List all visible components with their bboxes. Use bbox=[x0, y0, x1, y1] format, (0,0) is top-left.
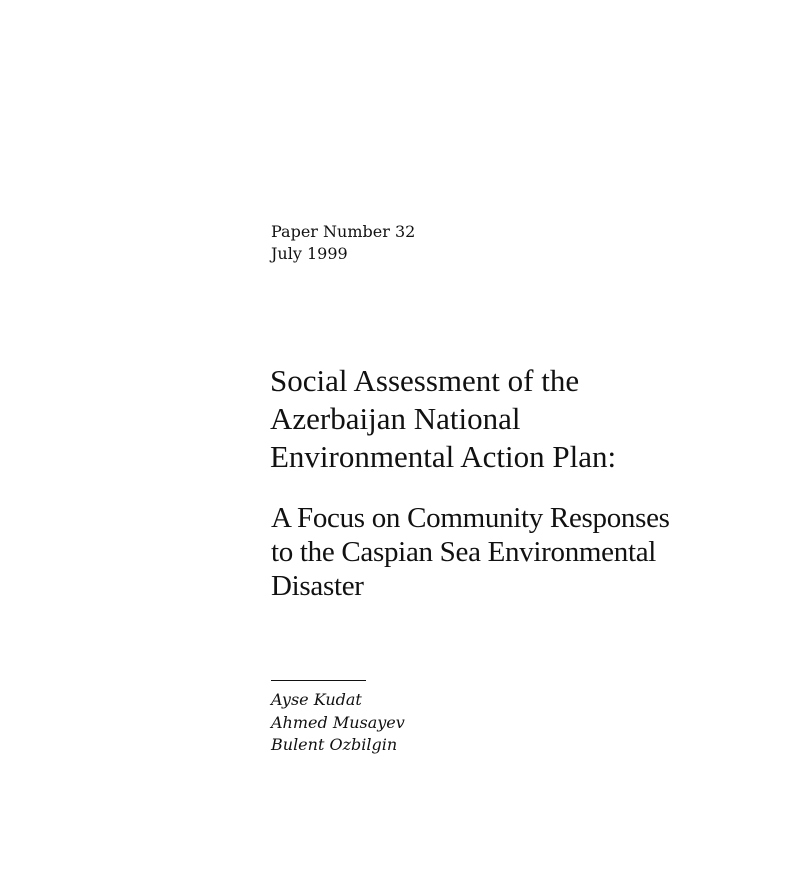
paper-date: July 1999 bbox=[271, 244, 348, 263]
subtitle-line: Disaster bbox=[271, 570, 364, 602]
paper-meta bbox=[271, 221, 591, 265]
paper-number: Paper Number 32 bbox=[271, 222, 416, 241]
author-list bbox=[271, 689, 571, 757]
title-line: Social Assessment of the bbox=[270, 363, 580, 398]
title-line: Environmental Action Plan: bbox=[270, 439, 617, 474]
document-title bbox=[270, 362, 790, 476]
author-name: Bulent Ozbilgin bbox=[271, 735, 398, 754]
title-line: Azerbaijan National bbox=[270, 401, 521, 436]
subtitle-line: to the Caspian Sea Environmental bbox=[271, 536, 657, 568]
document-subtitle bbox=[271, 501, 791, 603]
subtitle-line: A Focus on Community Responses bbox=[271, 502, 670, 534]
author-name: Ahmed Musayev bbox=[271, 712, 405, 732]
author-name: Ayse Kudat bbox=[271, 690, 362, 709]
author-divider bbox=[271, 680, 366, 681]
